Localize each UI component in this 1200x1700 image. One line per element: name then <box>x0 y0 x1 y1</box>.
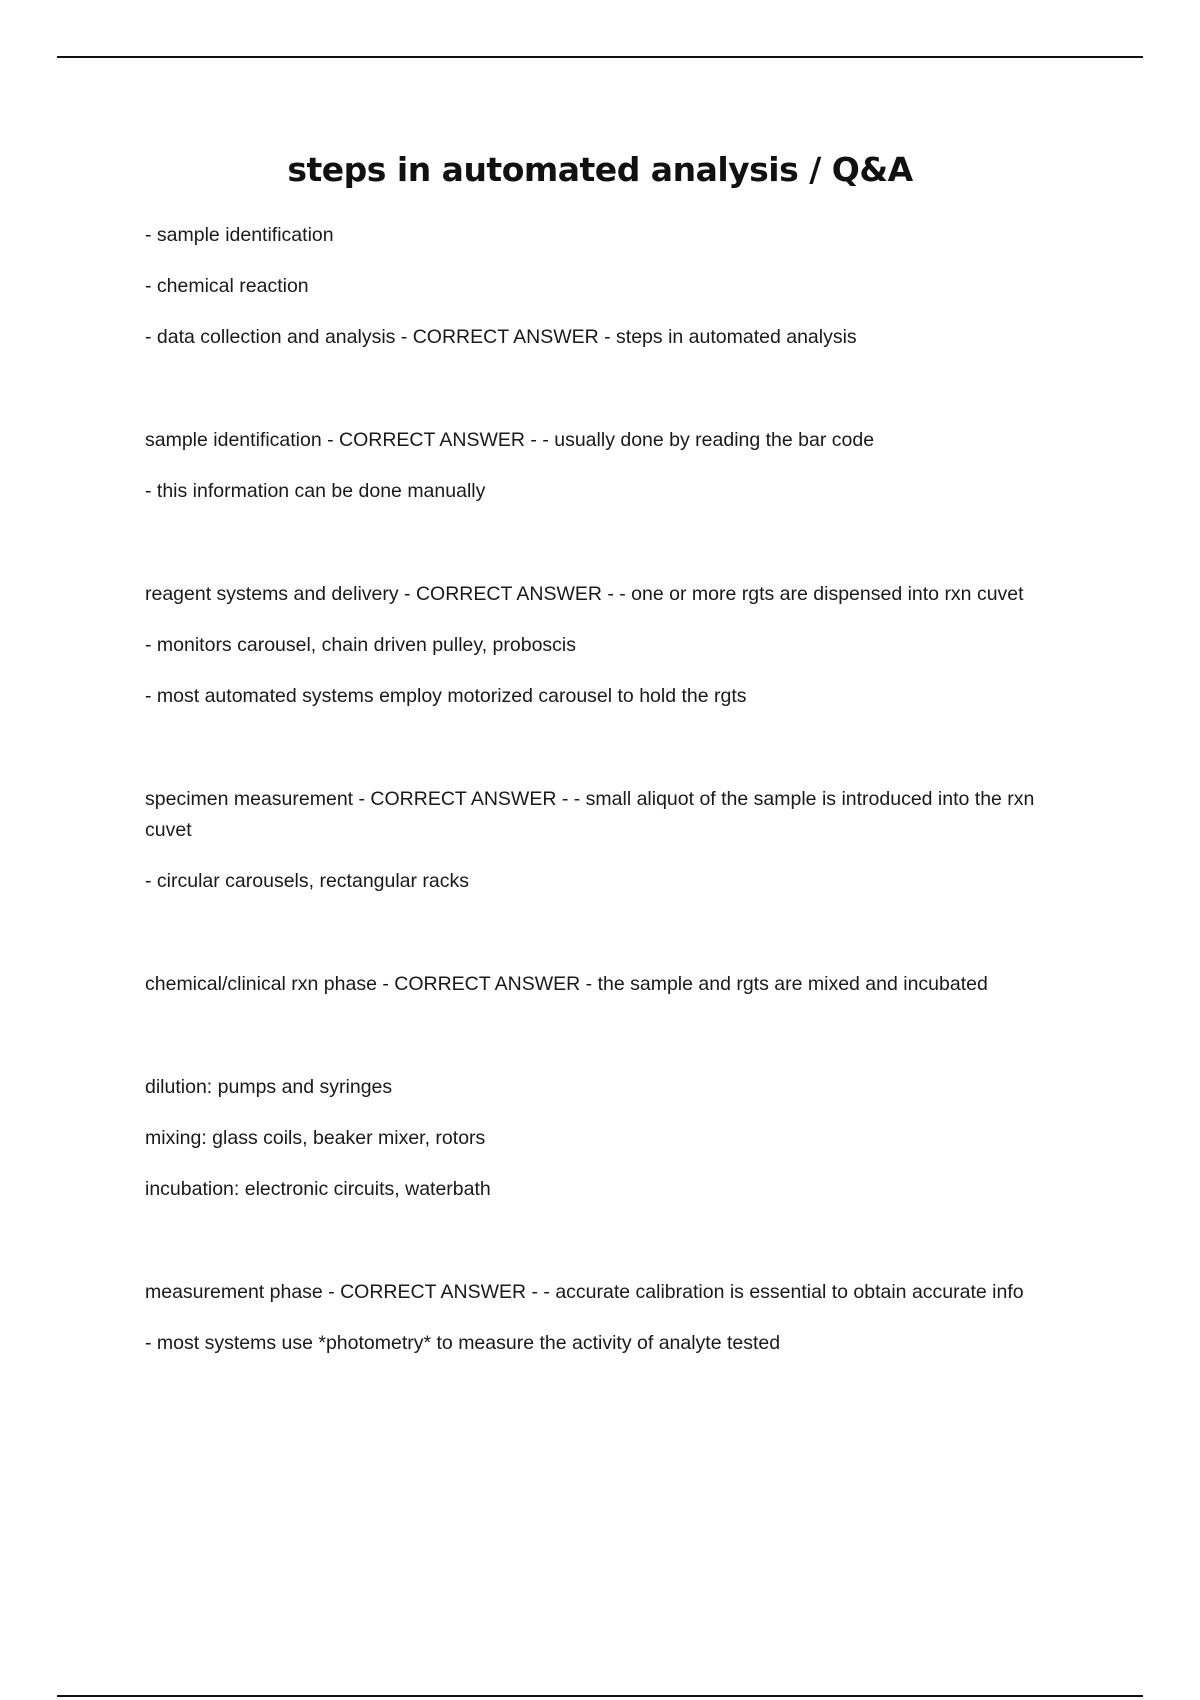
text-line: reagent systems and delivery - CORRECT ANSWER - - one or more rgts are dispensed into rxn cuvet <box>145 583 1024 605</box>
text-line: - this information can be done manually <box>145 480 486 502</box>
text-line: measurement phase - CORRECT ANSWER - - accurate calibration is essential to obtain accurate info <box>145 1281 1024 1303</box>
text-line: - most automated systems employ motorized carousel to hold the rgts <box>145 685 747 707</box>
text-line: incubation: electronic circuits, waterbath <box>145 1178 491 1200</box>
text-line: - sample identification <box>145 224 334 246</box>
text-line: specimen measurement - CORRECT ANSWER - - small aliquot of the sample is introduced into the rxn cuvet <box>145 788 1035 841</box>
text-line: - monitors carousel, chain driven pulley, proboscis <box>145 634 576 656</box>
text-line: - chemical reaction <box>145 275 309 297</box>
bottom-divider <box>57 1695 1143 1697</box>
text-line: - circular carousels, rectangular racks <box>145 870 470 892</box>
top-divider <box>57 56 1143 58</box>
text-line: - data collection and analysis - CORRECT ANSWER - steps in automated analysis <box>145 326 857 348</box>
text-line: sample identification - CORRECT ANSWER - - usually done by reading the bar code <box>145 429 875 451</box>
text-line: chemical/clinical rxn phase - CORRECT ANSWER - the sample and rgts are mixed and incubated <box>145 973 988 995</box>
text-line: - most systems use *photometry* to measure the activity of analyte tested <box>145 1332 781 1354</box>
page-title: steps in automated analysis / Q&A <box>287 150 913 189</box>
text-line: mixing: glass coils, beaker mixer, rotors <box>145 1127 486 1149</box>
text-line: dilution: pumps and syringes <box>145 1076 393 1098</box>
document-body <box>145 220 1070 1379</box>
